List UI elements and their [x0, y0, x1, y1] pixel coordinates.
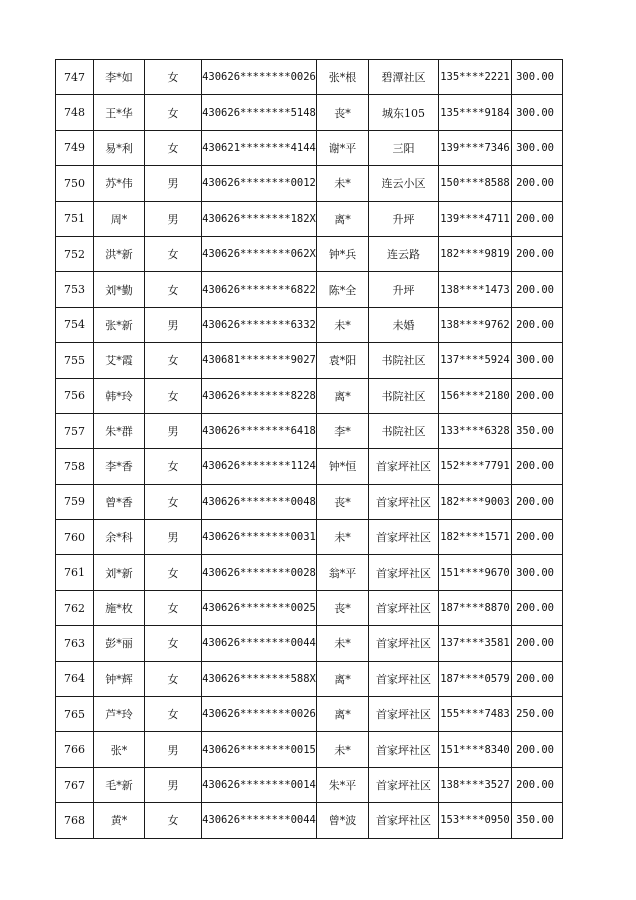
cell-id-number: 430626********0048: [202, 484, 317, 519]
cell-id-number: 430626********0044: [202, 803, 317, 838]
cell-address: 未婚: [369, 307, 439, 342]
cell-address: 首家坪社区: [369, 767, 439, 802]
cell-guardian-name: 未*: [317, 166, 369, 201]
cell-address: 首家坪社区: [369, 803, 439, 838]
cell-gender: 女: [145, 449, 202, 484]
cell-gender: 女: [145, 343, 202, 378]
cell-person-name: 朱*群: [94, 413, 145, 448]
cell-guardian-name: 翁*平: [317, 555, 369, 590]
cell-gender: 女: [145, 803, 202, 838]
cell-id-number: 430626********0028: [202, 555, 317, 590]
cell-guardian-name: 丧*: [317, 590, 369, 625]
cell-id-number: 430626********182X: [202, 201, 317, 236]
cell-amount: 200.00: [512, 732, 563, 767]
cell-person-name: 周*: [94, 201, 145, 236]
table-row: [56, 520, 563, 555]
cell-person-name: 张*: [94, 732, 145, 767]
cell-row-number: 750: [56, 166, 94, 201]
cell-guardian-name: 钟*恒: [317, 449, 369, 484]
cell-amount: 300.00: [512, 130, 563, 165]
cell-amount: 300.00: [512, 555, 563, 590]
table-row: [56, 201, 563, 236]
cell-gender: 女: [145, 378, 202, 413]
cell-address: 首家坪社区: [369, 661, 439, 696]
cell-person-name: 余*科: [94, 520, 145, 555]
cell-id-number: 430681********9027: [202, 343, 317, 378]
cell-phone-number: 139****4711: [439, 201, 512, 236]
cell-id-number: 430626********0044: [202, 626, 317, 661]
table-row: [56, 732, 563, 767]
cell-amount: 200.00: [512, 520, 563, 555]
cell-id-number: 430621********4144: [202, 130, 317, 165]
cell-phone-number: 151****8340: [439, 732, 512, 767]
cell-row-number: 768: [56, 803, 94, 838]
cell-amount: 300.00: [512, 95, 563, 130]
cell-row-number: 767: [56, 767, 94, 802]
cell-phone-number: 138****9762: [439, 307, 512, 342]
cell-id-number: 430626********0012: [202, 166, 317, 201]
cell-row-number: 754: [56, 307, 94, 342]
cell-guardian-name: 离*: [317, 201, 369, 236]
cell-person-name: 刘*新: [94, 555, 145, 590]
cell-id-number: 430626********6332: [202, 307, 317, 342]
cell-amount: 200.00: [512, 201, 563, 236]
cell-id-number: 430626********062X: [202, 236, 317, 271]
table-row: [56, 378, 563, 413]
cell-address: 首家坪社区: [369, 484, 439, 519]
table-row: [56, 60, 563, 95]
cell-guardian-name: 丧*: [317, 95, 369, 130]
cell-amount: 300.00: [512, 343, 563, 378]
cell-amount: 200.00: [512, 307, 563, 342]
cell-row-number: 759: [56, 484, 94, 519]
cell-address: 连云路: [369, 236, 439, 271]
cell-address: 首家坪社区: [369, 449, 439, 484]
cell-phone-number: 187****0579: [439, 661, 512, 696]
cell-id-number: 430626********0031: [202, 520, 317, 555]
cell-person-name: 曾*香: [94, 484, 145, 519]
cell-guardian-name: 谢*平: [317, 130, 369, 165]
cell-guardian-name: 丧*: [317, 484, 369, 519]
cell-guardian-name: 未*: [317, 520, 369, 555]
cell-address: 城东105: [369, 95, 439, 130]
cell-phone-number: 137****5924: [439, 343, 512, 378]
table-row: [56, 661, 563, 696]
cell-gender: 男: [145, 307, 202, 342]
cell-person-name: 芦*玲: [94, 697, 145, 732]
cell-row-number: 764: [56, 661, 94, 696]
cell-person-name: 艾*霞: [94, 343, 145, 378]
cell-id-number: 430626********0026: [202, 60, 317, 95]
cell-person-name: 张*新: [94, 307, 145, 342]
cell-address: 首家坪社区: [369, 732, 439, 767]
cell-guardian-name: 陈*全: [317, 272, 369, 307]
table-row: [56, 343, 563, 378]
cell-id-number: 430626********6822: [202, 272, 317, 307]
cell-gender: 女: [145, 272, 202, 307]
table-row: [56, 95, 563, 130]
cell-gender: 男: [145, 201, 202, 236]
cell-gender: 女: [145, 590, 202, 625]
table-row: [56, 449, 563, 484]
cell-phone-number: 152****7791: [439, 449, 512, 484]
cell-person-name: 施*枚: [94, 590, 145, 625]
cell-address: 升坪: [369, 201, 439, 236]
cell-guardian-name: 袁*阳: [317, 343, 369, 378]
cell-gender: 女: [145, 697, 202, 732]
cell-amount: 200.00: [512, 378, 563, 413]
cell-row-number: 751: [56, 201, 94, 236]
cell-address: 碧潭社区: [369, 60, 439, 95]
cell-gender: 女: [145, 555, 202, 590]
cell-amount: 250.00: [512, 697, 563, 732]
table-row: [56, 803, 563, 838]
roster-body: [56, 60, 563, 839]
cell-id-number: 430626********5148: [202, 95, 317, 130]
cell-phone-number: 151****9670: [439, 555, 512, 590]
cell-person-name: 黄*: [94, 803, 145, 838]
cell-person-name: 王*华: [94, 95, 145, 130]
table-row: [56, 697, 563, 732]
cell-guardian-name: 未*: [317, 732, 369, 767]
cell-guardian-name: 未*: [317, 307, 369, 342]
cell-id-number: 430626********0014: [202, 767, 317, 802]
table-row: [56, 236, 563, 271]
cell-address: 首家坪社区: [369, 626, 439, 661]
cell-row-number: 753: [56, 272, 94, 307]
cell-row-number: 760: [56, 520, 94, 555]
cell-phone-number: 139****7346: [439, 130, 512, 165]
cell-phone-number: 150****8588: [439, 166, 512, 201]
cell-amount: 200.00: [512, 166, 563, 201]
cell-gender: 男: [145, 520, 202, 555]
cell-gender: 女: [145, 626, 202, 661]
cell-gender: 男: [145, 767, 202, 802]
cell-person-name: 易*利: [94, 130, 145, 165]
cell-amount: 200.00: [512, 449, 563, 484]
cell-amount: 200.00: [512, 272, 563, 307]
cell-guardian-name: 离*: [317, 378, 369, 413]
cell-amount: 200.00: [512, 590, 563, 625]
cell-phone-number: 182****9003: [439, 484, 512, 519]
cell-id-number: 430626********0015: [202, 732, 317, 767]
cell-address: 首家坪社区: [369, 555, 439, 590]
cell-guardian-name: 离*: [317, 661, 369, 696]
cell-gender: 男: [145, 413, 202, 448]
cell-person-name: 洪*新: [94, 236, 145, 271]
cell-phone-number: 135****9184: [439, 95, 512, 130]
cell-phone-number: 182****1571: [439, 520, 512, 555]
cell-row-number: 749: [56, 130, 94, 165]
cell-phone-number: 137****3581: [439, 626, 512, 661]
cell-row-number: 747: [56, 60, 94, 95]
cell-amount: 350.00: [512, 803, 563, 838]
cell-amount: 200.00: [512, 626, 563, 661]
cell-phone-number: 156****2180: [439, 378, 512, 413]
cell-address: 书院社区: [369, 413, 439, 448]
cell-address: 升坪: [369, 272, 439, 307]
cell-address: 书院社区: [369, 343, 439, 378]
cell-gender: 女: [145, 236, 202, 271]
table-row: [56, 484, 563, 519]
cell-phone-number: 135****2221: [439, 60, 512, 95]
cell-row-number: 757: [56, 413, 94, 448]
cell-address: 三阳: [369, 130, 439, 165]
cell-person-name: 李*香: [94, 449, 145, 484]
cell-id-number: 430626********1124: [202, 449, 317, 484]
cell-gender: 女: [145, 661, 202, 696]
cell-gender: 女: [145, 60, 202, 95]
cell-guardian-name: 朱*平: [317, 767, 369, 802]
table-row: [56, 272, 563, 307]
cell-person-name: 苏*伟: [94, 166, 145, 201]
cell-gender: 女: [145, 95, 202, 130]
cell-address: 首家坪社区: [369, 697, 439, 732]
cell-row-number: 761: [56, 555, 94, 590]
cell-phone-number: 187****8870: [439, 590, 512, 625]
table-row: [56, 166, 563, 201]
cell-id-number: 430626********8228: [202, 378, 317, 413]
cell-guardian-name: 李*: [317, 413, 369, 448]
cell-row-number: 766: [56, 732, 94, 767]
cell-phone-number: 153****0950: [439, 803, 512, 838]
cell-guardian-name: 离*: [317, 697, 369, 732]
cell-id-number: 430626********588X: [202, 661, 317, 696]
cell-amount: 350.00: [512, 413, 563, 448]
cell-id-number: 430626********0026: [202, 697, 317, 732]
cell-phone-number: 182****9819: [439, 236, 512, 271]
cell-amount: 200.00: [512, 484, 563, 519]
table-row: [56, 626, 563, 661]
cell-guardian-name: 钟*兵: [317, 236, 369, 271]
cell-gender: 男: [145, 732, 202, 767]
table-row: [56, 130, 563, 165]
cell-amount: 200.00: [512, 767, 563, 802]
cell-guardian-name: 张*根: [317, 60, 369, 95]
cell-person-name: 韩*玲: [94, 378, 145, 413]
cell-phone-number: 138****3527: [439, 767, 512, 802]
cell-row-number: 755: [56, 343, 94, 378]
cell-phone-number: 133****6328: [439, 413, 512, 448]
cell-gender: 男: [145, 166, 202, 201]
cell-person-name: 钟*辉: [94, 661, 145, 696]
table-row: [56, 767, 563, 802]
cell-gender: 女: [145, 484, 202, 519]
cell-amount: 300.00: [512, 60, 563, 95]
cell-person-name: 彭*丽: [94, 626, 145, 661]
roster-table: [55, 59, 563, 839]
cell-phone-number: 138****1473: [439, 272, 512, 307]
cell-id-number: 430626********0025: [202, 590, 317, 625]
table-row: [56, 555, 563, 590]
cell-row-number: 748: [56, 95, 94, 130]
cell-row-number: 758: [56, 449, 94, 484]
cell-address: 书院社区: [369, 378, 439, 413]
cell-guardian-name: 曾*波: [317, 803, 369, 838]
cell-row-number: 756: [56, 378, 94, 413]
cell-gender: 女: [145, 130, 202, 165]
table-row: [56, 590, 563, 625]
cell-address: 首家坪社区: [369, 520, 439, 555]
cell-row-number: 763: [56, 626, 94, 661]
cell-person-name: 毛*新: [94, 767, 145, 802]
cell-row-number: 765: [56, 697, 94, 732]
cell-person-name: 李*如: [94, 60, 145, 95]
cell-person-name: 刘*勤: [94, 272, 145, 307]
table-row: [56, 307, 563, 342]
cell-amount: 200.00: [512, 236, 563, 271]
table-row: [56, 413, 563, 448]
cell-phone-number: 155****7483: [439, 697, 512, 732]
cell-row-number: 752: [56, 236, 94, 271]
cell-address: 连云小区: [369, 166, 439, 201]
cell-row-number: 762: [56, 590, 94, 625]
cell-address: 首家坪社区: [369, 590, 439, 625]
cell-amount: 200.00: [512, 661, 563, 696]
cell-id-number: 430626********6418: [202, 413, 317, 448]
cell-guardian-name: 未*: [317, 626, 369, 661]
